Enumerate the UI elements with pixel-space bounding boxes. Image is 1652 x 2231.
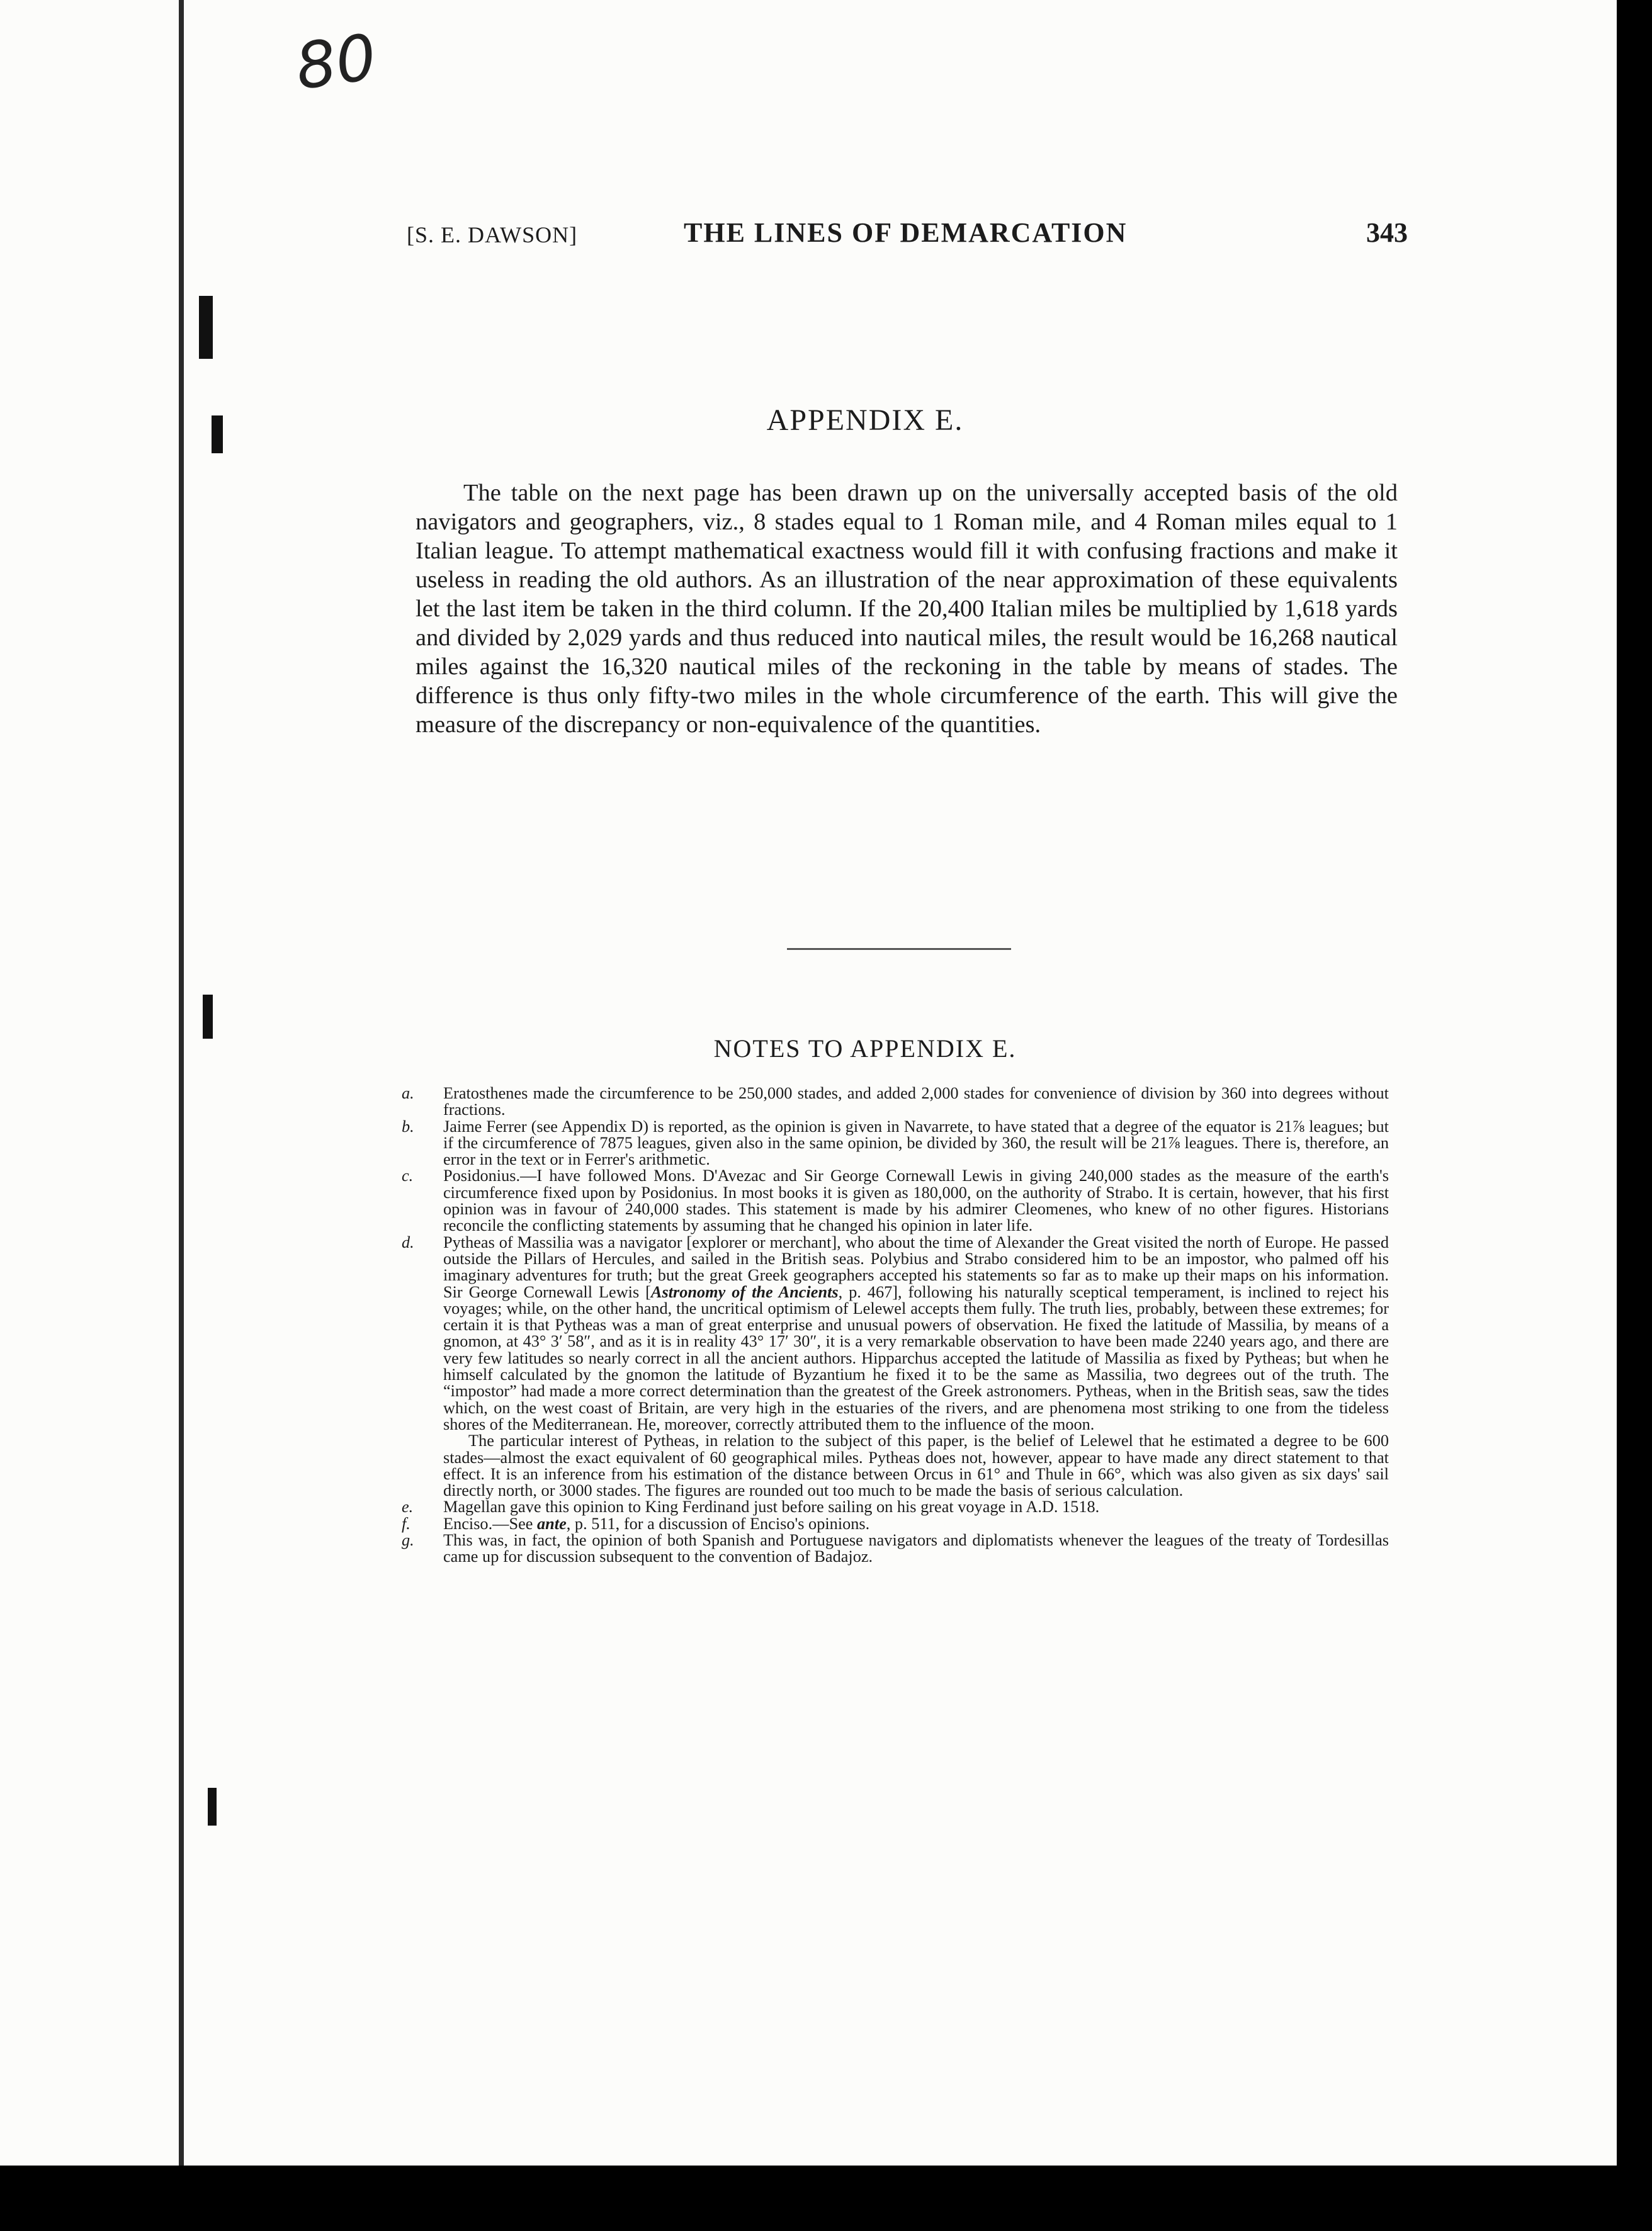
scan-artifact xyxy=(203,995,213,1039)
margin-note: 80 xyxy=(291,20,381,104)
note-item xyxy=(397,1532,1389,1566)
note-text: , p. 467], following his naturally sceptical temperament, is inclined to reject his voyages; while, on the other hand, the uncritical optimism of Lelewel accepts them fully. The truth lies, probably, between these extremes; for certain it is that Pytheas was a man of great enterprise and unusual powers of observation. He fixed the latitude of Massilia, by means of a gnomon, at 43° 3′ 58″, and as it is in reality 43° 17′ 30″, it is a very remarkable observation to have been made 2240 years ago, and there are very few latitudes so nearly correct in all the ancient authors. Hipparchus accepted the latitude of Massilia as fixed by Pytheas; but when he himself calculated by the gnomon the latitude of Byzantium he fixed it to be the same as Massilia, two degrees out of the truth. The “impostor” had made a more correct determination than the greatest of the Greek astronomers. Pytheas, when in the British seas, saw the tides which, on the west coast of Britain, are very high in the estuaries of the rivers, and are phenomena most striking to one from the tideless shores of the Mediterranean. He, moreover, correctly attributed them to the influence of the moon. xyxy=(443,1282,1389,1433)
running-head-author: [S. E. DAWSON] xyxy=(407,222,578,247)
notes-title: NOTES TO APPENDIX E. xyxy=(713,1034,1017,1063)
note-text: Pytheas of Massilia was a navigator [explorer or merchant], who about the time of Alexander the Great visited the north of Europe. He passed outside the Pillars of Hercules, and sailed in the British seas. Polybius and Strabo considered him to be an impostor, who palmed off his imaginary adventures for truth; but the great Greek geographers accepted his statements so far as to make up their maps on his information. Sir George Cornewall Lewis [ xyxy=(443,1233,1389,1301)
running-head xyxy=(407,217,1408,254)
binding-gutter xyxy=(179,0,184,2166)
note-item xyxy=(397,1499,1389,1515)
note-text: Posidonius.—I have followed Mons. D'Avezac and Sir George Cornewall Lewis in giving 240,000 stades as the measure of the earth's circumference fixed upon by Posidonius. In most books it is given as 180,000, on the authority of Strabo. It is certain, however, that his first opinion was in favour of 240,000 stades. This statement is made by his admirer Cleomenes, who knew of no other figures. Historians reconcile the conflicting statements by assuming that he changed his opinion in later life. xyxy=(443,1166,1389,1235)
note-text: Enciso.—See xyxy=(443,1514,537,1533)
page-number: 343 xyxy=(1366,217,1408,248)
notes-list xyxy=(397,1085,1389,1566)
note-item xyxy=(397,1119,1389,1168)
note-text: This was, in fact, the opinion of both Spanish and Portuguese navigators and diplomatists whenever the leagues of the treaty of Tordesillas came up for discussion subsequent to the convention of Badajoz. xyxy=(443,1531,1389,1566)
note-tag: f. xyxy=(402,1514,410,1533)
note-tag: b. xyxy=(402,1117,414,1136)
reference-term: ante xyxy=(537,1514,567,1533)
note-item xyxy=(397,1085,1389,1119)
note-tag: g. xyxy=(402,1531,414,1550)
note-item xyxy=(397,1168,1389,1234)
note-text: Eratosthenes made the circumference to be 250,000 stades, and added 2,000 stades for convenience of division by 360 into degrees without fractions. xyxy=(443,1084,1389,1119)
note-item xyxy=(397,1234,1389,1500)
running-head-title: THE LINES OF DEMARCATION xyxy=(684,217,1128,248)
note-tag: a. xyxy=(402,1084,414,1102)
note-item xyxy=(397,1516,1389,1532)
note-tag: c. xyxy=(402,1166,414,1185)
appendix-paragraph: The table on the next page has been drawn up on the universally accepted basis of the old navigators and geographers, viz., 8 stades equal to 1 Roman mile, and 4 Roman miles equal to 1 Italian league. To attempt mathematical exactness would fill it with confusing fractions and make it useless in reading the old authors. As an illustration of the near approximation of these equivalents let the last item be taken in the third column. If the 20,400 Italian miles be multiplied by 1,618 yards and divided by 2,029 yards and thus reduced into nautical miles, the result would be 16,268 nautical miles against the 16,320 nautical miles of the reckoning in the table by means of stades. The difference is thus only fifty-two miles in the whole circumference of the earth. This will give the measure of the discrepancy or non-equivalence of the quantities. xyxy=(416,480,1398,738)
note-text: Jaime Ferrer (see Appendix D) is reported, as the opinion is given in Navarrete, to have stated that a degree of the equator is 21⅞ leagues; but if the circumference of 7875 leagues, given also in the same opinion, be divided by 360, the result will be 21⅞ leagues. There is, therefore, an error in the text or in Ferrer's arithmetic. xyxy=(443,1117,1389,1169)
scan-artifact xyxy=(199,296,213,359)
note-continuation: The particular interest of Pytheas, in relation to the subject of this paper, is the belief of Lelewel that he estimated a degree to be 600 stades—almost the exact equivalent of 60 geographical miles. Pytheas does not, however, appear to have made any direct statement to that effect. It is an inference from his estimation of the distance between Orcus in 61° and Thule in 66°, which was also given as six days' sail directly north, or 3000 stades. The figures are rounded out too much to be made the basis of serious calculation. xyxy=(443,1432,1389,1500)
note-tag: e. xyxy=(402,1498,414,1517)
appendix-title: APPENDIX E. xyxy=(766,404,964,437)
scan-artifact xyxy=(208,1788,217,1826)
note-text: Magellan gave this opinion to King Ferdinand just before sailing on his great voyage in A.D. 1518. xyxy=(443,1498,1100,1517)
note-text: , p. 511, for a discussion of Enciso's opinions. xyxy=(566,1514,870,1533)
section-divider xyxy=(787,948,1011,950)
note-tag: d. xyxy=(402,1233,414,1251)
book-title: Astronomy of the Ancients xyxy=(650,1282,839,1301)
